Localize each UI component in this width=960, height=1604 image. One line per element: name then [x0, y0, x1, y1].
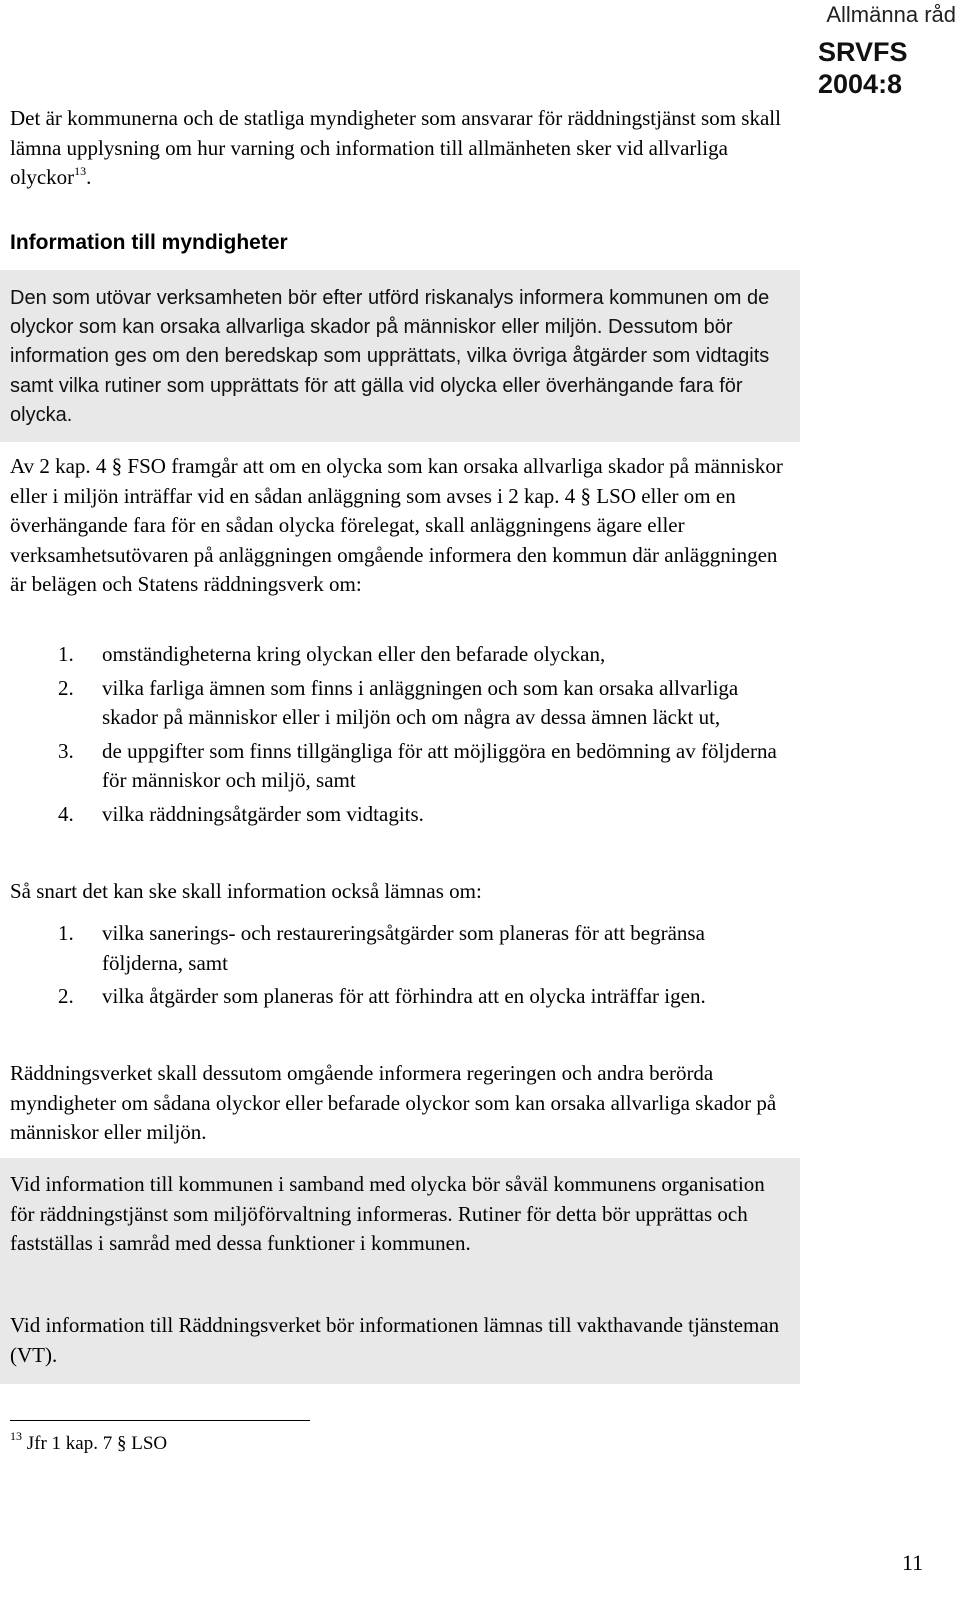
list-item — [10, 674, 790, 733]
list-item — [10, 640, 790, 670]
legal-paragraph-2: Så snart det kan ske skall information också lämnas om: — [10, 879, 482, 903]
advice-paragraph-3: Vid information till Räddningsverket bör informationen lämnas till vakthavande tjänsteman (VT). — [10, 1313, 780, 1367]
list-number: 4. — [58, 801, 74, 826]
list-text: vilka farliga ämnen som finns i anläggningen och som kan orsaka allvarliga skador på människor eller i miljön och om några av dessa ämnen läckt ut, — [102, 675, 739, 730]
list-text: vilka räddningsåtgärder som vidtagits. — [102, 801, 424, 826]
document-code-line1: SRVFS — [818, 37, 908, 67]
footnote-text: Jfr 1 kap. 7 § LSO — [26, 1433, 168, 1454]
intro-end: . — [86, 165, 92, 190]
footnote-ref: 13 — [74, 164, 87, 179]
list-item — [10, 800, 790, 830]
list-item — [10, 982, 790, 1012]
document-code — [818, 36, 908, 100]
footnote — [10, 1430, 167, 1458]
list-number: 3. — [58, 738, 74, 763]
legal-paragraph-1: Av 2 kap. 4 § FSO framgår att om en olycka som kan orsaka allvarliga skador på människor eller i miljön inträffar vid en sådan anläggning som avses i 2 kap. 4 § LSO eller om en överhängande fara för en sådan olycka förelegat, skall anläggningens ägare eller verksamhetsutövaren på anläggningen omgående informera den kommun där anläggningen är belägen och Statens räddningsverk om: — [10, 454, 783, 597]
list-number: 1. — [58, 921, 74, 945]
list-number: 2. — [58, 675, 74, 700]
legal-paragraph-3: Räddningsverket skall dessutom omgående informera regeringen och andra berörda myndigheter om sådana olyckor eller befarade olyckor som kan orsaka allvarliga skador på människor eller miljön. — [10, 1061, 777, 1145]
advice-paragraph-2: Vid information till kommunen i samband med olycka bör såväl kommunens organisation för räddningstjänst som miljöförvaltning informeras. Rutiner för detta bör upprättas och fastställas i samråd med dessa funktioner i kommunen. — [10, 1172, 765, 1256]
numbered-list-1 — [10, 640, 790, 830]
list-text: de uppgifter som finns tillgängliga för att möjliggöra en bedömning av följderna för människor och miljö, samt — [102, 738, 777, 793]
list-number: 2. — [58, 984, 74, 1009]
document-code-line2: 2004:8 — [818, 69, 903, 99]
list-text: vilka sanerings- och restaureringsåtgärder som planeras för att begränsa följderna, samt — [102, 921, 705, 975]
numbered-list-2 — [10, 919, 790, 1012]
page-number: 11 — [902, 1550, 924, 1575]
intro-paragraph — [10, 104, 790, 193]
header-label: Allmänna råd — [826, 2, 956, 27]
list-item — [10, 737, 790, 796]
list-number: 1. — [58, 642, 74, 666]
list-text: omständigheterna kring olyckan eller den befarade olyckan, — [102, 642, 606, 666]
footnote-divider — [10, 1420, 310, 1421]
section-heading: Information till myndigheter — [10, 231, 288, 254]
list-item — [10, 919, 790, 978]
list-text: vilka åtgärder som planeras för att förhindra att en olycka inträffar igen. — [102, 984, 706, 1009]
intro-text: Det är kommunerna och de statliga myndigheter som ansvarar för räddningstjänst som skall lämna upplysning om hur varning och information till allmänheten sker vid allvarliga olyckor — [10, 106, 781, 190]
footnote-number: 13 — [10, 1429, 22, 1443]
advice-paragraph-1: Den som utövar verksamheten bör efter utförd riskanalys informera kommunen om de olyckor som kan orsaka allvarliga skador på människor eller miljön. Dessutom bör information ges om den beredskap som upprättats, vilka övriga åtgärder som vidtagits samt vilka rutiner som upprättats för att gälla vid olycka eller överhängande fara för olycka. — [10, 287, 770, 426]
